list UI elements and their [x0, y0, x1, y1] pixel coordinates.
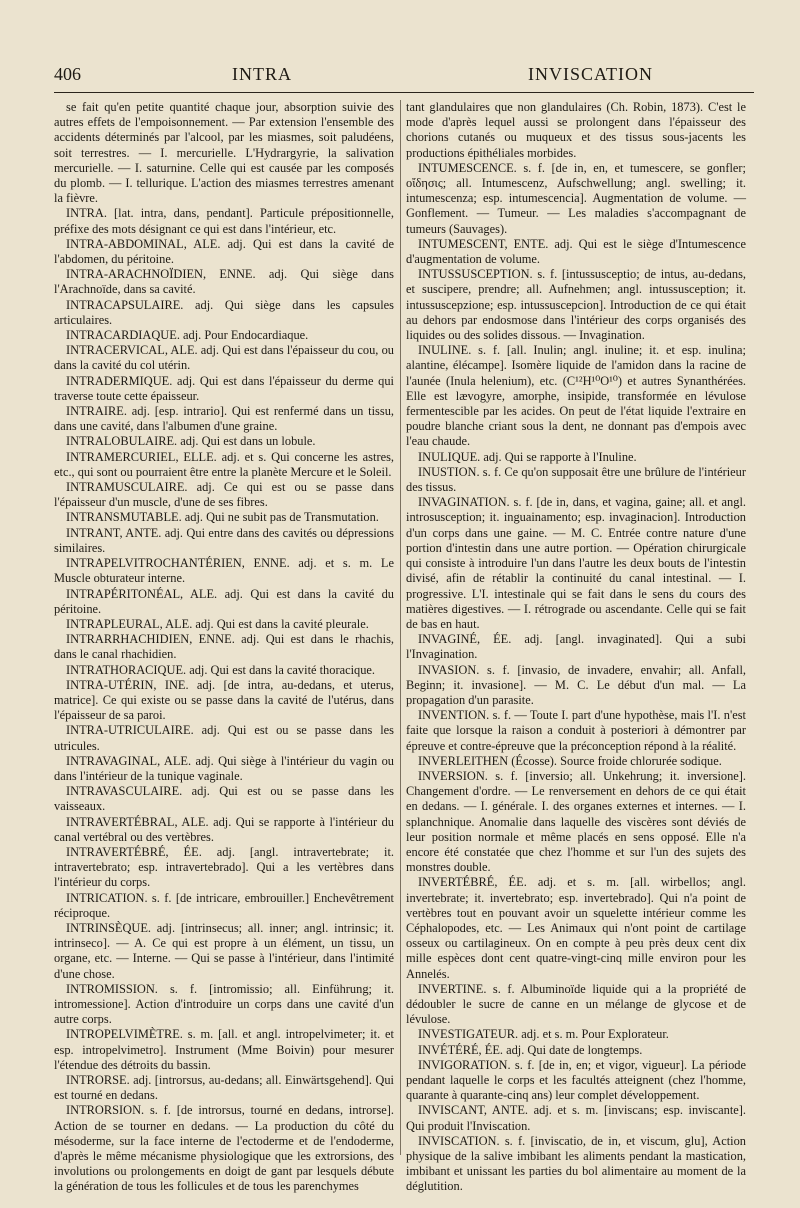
page-number: 406	[54, 64, 81, 84]
entry: tant glandulaires que non glandulaires (Ch. Robin, 1873). C'est le mode d'après lequel aussi se prolongent dans l'épaisseur des chorions cutanés ou muqueux et des tissus sous-jacents les productions épithéliales morbides.	[406, 100, 746, 160]
entry: INTRAMERCURIEL, ELLE. adj. et s. Qui concerne les astres, etc., qui sont ou pourraient être entre la planète Mercure et le Soleil.	[54, 449, 394, 479]
entry: INVAGINÉ, ÉE. adj. [angl. invaginated]. Qui a subi l'Invagination.	[406, 632, 746, 662]
entry: INTRAVASCULAIRE. adj. Qui est ou se passe dans les vaisseaux.	[54, 784, 394, 814]
entry: INTRA-UTRICULAIRE. adj. Qui est ou se passe dans les utricules.	[54, 723, 394, 753]
entry: INTRANT, ANTE. adj. Qui entre dans des cavités ou dépressions similaires.	[54, 525, 394, 555]
right-column	[406, 100, 746, 1195]
entry: INVERSION. s. f. [inversio; all. Unkehrung; it. inversione]. Changement d'ordre. — Le renversement en dehors de ce qui était en dedans. — I. générale. I. des organes externes et internes. — I. splanchnique. Anomalie dans laquelle des viscères sont déviés de leur position normale et même placés en sens opposé. Elle n'a encore été constatée que chez l'homme et sur l'un des sujets des monstres double.	[406, 768, 746, 875]
entry: INTRAVERTÉBRÉ, ÉE. adj. [angl. intravertebrate; it. intravertebrato; esp. intravertebrado]. Qui a les vertèbres dans l'intérieur du corps.	[54, 844, 394, 890]
entry: INULINE. s. f. [all. Inulin; angl. inuline; it. et esp. inulina; alantine, élécampe]. Isomère liquide de l'amidon dans la racine de l'aunée (Inula helenium), etc. (C¹²H¹⁰O¹⁰) et autres Synanthérées. Elle est lævogyre, amorphe, insipide, transformée en lévulose fermentescible par les acides. On peut de l'état liquide l'extraire en poudre blanche criant sous la dent, ne donnant pas d'empois avec l'eau chaude.	[406, 343, 746, 449]
entry: INUSTION. s. f. Ce qu'on supposait être une brûlure de l'intérieur des tissus.	[406, 464, 746, 495]
entry: se fait qu'en petite quantité chaque jour, absorption suivie des autres effets de l'empoisonnement. — Par extension l'ensemble des accidents déterminés par l'alcool, par les miasmes, soit paludéens, soit terrestres. — I. mercurielle. L'Hydrargyrie, la salivation mercurielle. — I. saturnine. Celle qui est causée par les composés du plomb. — I. tellurique. L'action des miasmes terrestres amenant la fièvre.	[54, 100, 394, 206]
entry: INTRA-ARACHNOÏDIEN, ENNE. adj. Qui siège dans l'Arachnoïde, dans sa cavité.	[54, 267, 394, 297]
entry: INTRORSE. adj. [introrsus, au-dedans; all. Einwärtsgehend]. Qui est tourné en dedans.	[54, 1073, 394, 1103]
entry: INTRATHORACIQUE. adj. Qui est dans la cavité thoracique.	[66, 662, 376, 677]
header-rule	[54, 92, 754, 93]
entry: INTRAMUSCULAIRE. adj. Ce qui est ou se passe dans l'épaisseur d'un muscle, d'une de ses fibres.	[54, 480, 394, 510]
left-guide-word: INTRA	[232, 64, 292, 84]
entry: INVAGINATION. s. f. [de in, dans, et vagina, gaine; all. et angl. introsusception; it. inguainamento; esp. invaginacion]. Introduction d'un corps dans une gaine. — M. C. Entrée contre nature d'une portion d'intestin dans une autre portion. — Opération chirurgicale qui consiste à introduire l'un dans l'autre les deux bouts de l'intestin divisé, afin de rétablir la continuité du canal intestinal. — I. progressive. L'I. intestinale qui se fait dans le sens du cours des matières digestives. — I. rétrograde ou ascendante. Celle qui se fait de bas en haut.	[406, 495, 746, 631]
entry: INTRA. [lat. intra, dans, pendant]. Particule prépositionnelle, préfixe des mots désignant ce qui est dans l'intérieur, etc.	[54, 206, 394, 236]
column-divider	[400, 100, 401, 1155]
right-guide-word: INVISCATION	[528, 64, 653, 84]
entry: INTRA-UTÉRIN, INE. adj. [de intra, au-dedans, et uterus, matrice]. Ce qui existe ou se passe dans la cavité de l'utérus, dans l'épaisseur de sa paroi.	[54, 677, 394, 723]
entry: INTUMESCENT, ENTE. adj. Qui est le siège d'Intumescence d'augmentation de volume.	[406, 236, 746, 267]
entry: INTRAPLEURAL, ALE. adj. Qui est dans la cavité pleurale.	[66, 616, 369, 631]
entry: INTROPELVIMÈTRE. s. m. [all. et angl. intropelvimeter; it. et esp. intropelvimetro]. Instrument (Mme Boivin) pour mesurer l'étendue des détroits du bassin.	[54, 1027, 394, 1072]
entry: INVIGORATION. s. f. [de in, en; et vigor, vigueur]. La période pendant laquelle le corps et les facultés atteignent (chez l'homme, quarante à quarante-cinq ans) leur complet développement.	[406, 1057, 746, 1103]
entry: INVISCANT, ANTE. adj. et s. m. [inviscans; esp. inviscante]. Qui produit l'Inviscation.	[406, 1103, 746, 1133]
entry: INTRACERVICAL, ALE. adj. Qui est dans l'épaisseur du cou, ou dans la cavité du col utérin.	[54, 343, 394, 373]
entry: INTRAPÉRITONÉAL, ALE. adj. Qui est dans la cavité du péritoine.	[54, 586, 394, 616]
entry: INTRICATION. s. f. [de intricare, embrouiller.] Enchevêtrement réciproque.	[54, 890, 394, 920]
entry: INTRAVERTÉBRAL, ALE. adj. Qui se rapporte à l'intérieur du canal vertébral ou des vertèbres.	[54, 814, 394, 844]
entry: INVÉTÉRÉ, ÉE. adj. Qui date de longtemps.	[418, 1042, 643, 1057]
entry: INTRACARDIAQUE. adj. Pour Endocardiaque.	[66, 328, 309, 343]
entry: INVERTÉBRÉ, ÉE. adj. et s. m. [all. wirbellos; angl. invertebrate; it. invertebrato; esp. invertebrado]. Qui n'a point de vertèbres tout en pouvant avoir un squelette intérieur comme les Céphalopodes, etc. — Les Animaux qui n'ont point de cartilage osseux ou cartilagineux. On en compte à peu près deux cent dix mille espèces dont cent quatre-vingt-cinq mille environ pour les Annelés.	[406, 875, 746, 981]
entry: INTRADERMIQUE. adj. Qui est dans l'épaisseur du derme qui traverse toute cette épaisseur.	[54, 373, 394, 403]
entry: INTRACAPSULAIRE. adj. Qui siège dans les capsules articulaires.	[54, 297, 394, 327]
entry: INTUMESCENCE. s. f. [de in, en, et tumescere, se gonfler; οἴδησις; all. Intumescenz, Aufschwellung; angl. swelling; it. intumescenza; esp. intumescencia]. Augmentation de volume. — Gonflement. — Tumeur. — Les maladies s'accompagnant de tumeurs (Sauvages).	[406, 160, 746, 236]
entry: INTROMISSION. s. f. [intromissio; all. Einführung; it. intromessione]. Action d'introduire un corps dans une cavité d'un autre corps.	[54, 981, 394, 1027]
entry: INTRINSÈQUE. adj. [intrinsecus; all. inner; angl. intrinsic; it. intrinseco]. — A. Ce qui est propre à un élément, un tissu, un organe, etc. — Interne. — Qui se passe à l'intérieur, dans l'intimité d'une chose.	[54, 920, 394, 981]
entry: INTRARRHACHIDIEN, ENNE. adj. Qui est dans le rhachis, dans le canal rhachidien.	[54, 632, 394, 662]
entry: INTRAIRE. adj. [esp. intrario]. Qui est renfermé dans un tissu, dans une cavité, dans l'albumen d'une graine.	[54, 404, 394, 434]
entry: INVERLEITHEN (Écosse). Source froide chlorurée sodique.	[418, 753, 722, 768]
entry: INTRAVAGINAL, ALE. adj. Qui siège à l'intérieur du vagin ou dans l'intérieur de la tunique vaginale.	[54, 753, 394, 783]
entry: INTRANSMUTABLE. adj. Qui ne subit pas de Transmutation.	[66, 510, 379, 525]
entry: INULIQUE. adj. Qui se rapporte à l'Inuline.	[418, 449, 637, 464]
entry: INVISCATION. s. f. [inviscatio, de in, et viscum, glu], Action physique de la salive imbibant les aliments pendant la mastication, imbibant et unissant les parties du bol alimentaire au moment de la déglutition.	[406, 1133, 746, 1194]
entry: INVENTION. s. f. — Toute I. part d'une hypothèse, mais l'I. n'est faite que lorsque la raison a conduit à posteriori à démontrer par épreuve et contre-épreuve que la préconception répond à la réalité.	[406, 708, 746, 753]
entry: INTUSSUSCEPTION. s. f. [intussusceptio; de intus, au-dedans, et suscipere, prendre; all. Aufnehmen; angl. intussusception; it. intussuscepzione; esp. intussuscepcion]. Introduction de ce qui était au dehors par endosmose dans l'intérieur des corps organisés des liquides ou des solides dissous. — Invagination.	[406, 267, 746, 343]
entry: INTRALOBULAIRE. adj. Qui est dans un lobule.	[66, 434, 316, 449]
entry: INTRORSION. s. f. [de introrsus, tourné en dedans, introrse]. Action de se tourner en dedans. — La production du côté du mésoderme, sur la face interne de l'ectoderme et de l'endoderme, d'après le même mécanisme physiologique que les extrorsions, des involutions ou prolongements en doigt de gant par lesquels débute la génération de tous les follicules et de tous les parenchymes	[54, 1103, 394, 1194]
entry: INTRA-ABDOMINAL, ALE. adj. Qui est dans la cavité de l'abdomen, du péritoine.	[54, 236, 394, 267]
entry: INVERTINE. s. f. Albuminoïde liquide qui a la propriété de dédoubler le sucre de canne en un mélange de glycose et de lévulose.	[406, 981, 746, 1027]
left-column	[54, 100, 394, 1195]
entry: INVESTIGATEUR. adj. et s. m. Pour Explorateur.	[418, 1027, 669, 1042]
entry: INTRAPELVITROCHANTÉRIEN, ENNE. adj. et s. m. Le Muscle obturateur interne.	[54, 556, 394, 586]
entry: INVASION. s. f. [invasio, de invadere, envahir; all. Anfall, Beginn; it. invasione]. — M. C. Le début d'un mal. — La propagation d'un parasite.	[406, 662, 746, 707]
